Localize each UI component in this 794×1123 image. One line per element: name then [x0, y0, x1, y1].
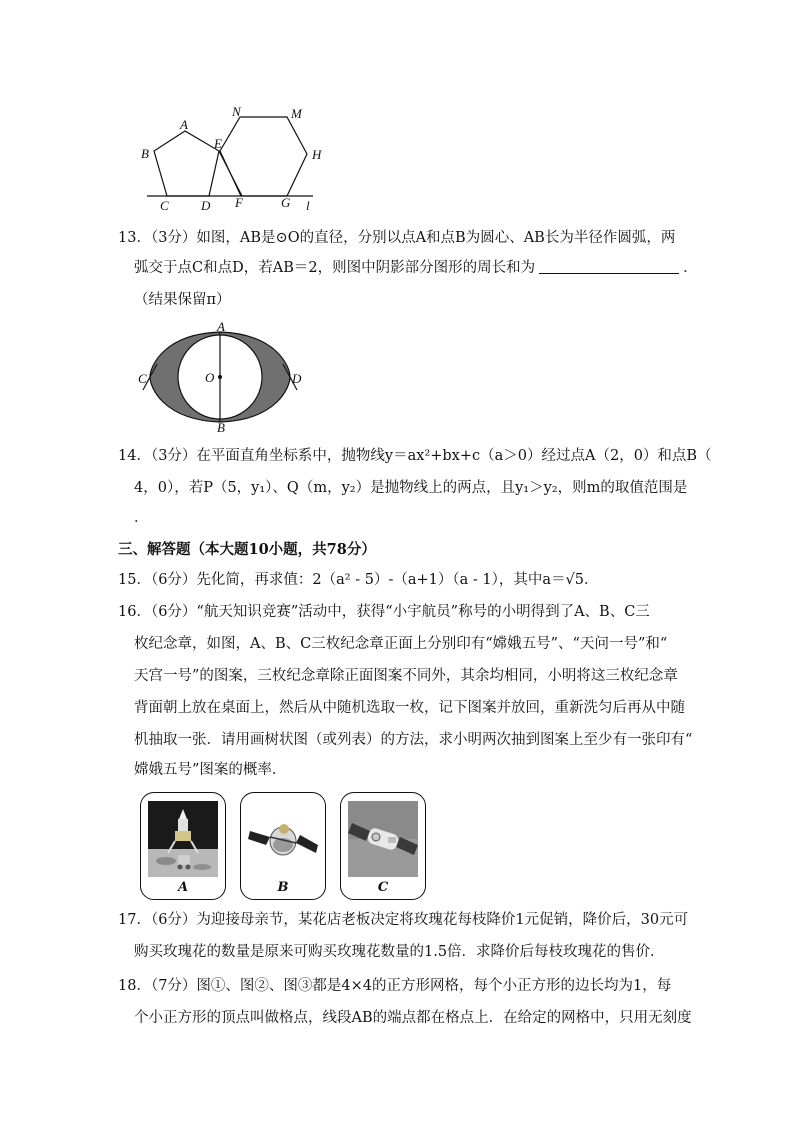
q16-line-4: 背面朝上放在桌面上，然后从中随机选取一枚，记下图案并放回，重新洗匀后再从中随: [134, 700, 685, 716]
q18-line-1: 18．（7分）图①、图②、图③都是4×4的正方形网格，每个小正方形的边长均为1，每: [118, 978, 672, 994]
label-l: l: [306, 198, 310, 213]
label-C: C: [160, 198, 169, 213]
q16-line-5: 机抽取一张．请用画树状图（或列表）的方法，求小明两次抽到图案上至少有一张印有“: [134, 732, 693, 748]
label-E: E: [214, 136, 222, 151]
q15-line: 15．（6分）先化简，再求值：2（a² - 5）-（a+1）（a - 1），其中a＝√5．: [118, 572, 599, 588]
card-a: [140, 792, 226, 900]
pentagon-hexagon-figure: [135, 100, 335, 215]
label-H: H: [312, 147, 322, 162]
label-B: B: [141, 146, 149, 161]
label-A: A: [180, 117, 188, 132]
card-c-label: C: [377, 880, 389, 895]
card-c: [340, 792, 426, 900]
label-G: G: [281, 195, 291, 210]
q18-line-2: 个小正方形的顶点叫做格点，线段AB的端点都在格点上．在给定的网格中，只用无刻度: [134, 1010, 692, 1026]
q13-line-2-end: ．: [683, 260, 698, 276]
label-F: F: [235, 195, 243, 210]
q16-line-2: 枚纪念章，如图，A、B、C三枚纪念章正面上分别印有“嫦娥五号”、“天问一号”和“: [134, 636, 668, 652]
q14-line-2: 4，0），若P（5，y₁）、Q（m，y₂）是抛物线上的两点，且y₁＞y₂，则m的取值范围是: [134, 480, 688, 496]
mars-probe-icon: [248, 801, 318, 877]
q17-line-1: 17．（6分）为迎接母亲节，某花店老板决定将玫瑰花每枝降价1元促销，降价后，30元可: [118, 912, 689, 928]
label-D: D: [292, 371, 302, 386]
q13-line-1: 13．（3分）如图，AB是⊙O的直径，分别以点A和点B为圆心、AB长为半径作圆弧，两: [118, 230, 676, 246]
q16-line-6: 嫦娥五号”图案的概率．: [134, 762, 287, 778]
q13-line-2-text: 弧交于点C和点D，若AB＝2，则图中阴影部分图形的周长和为: [134, 260, 536, 276]
q14-line-1: 14．（3分）在平面直角坐标系中，抛物线y＝ax²+bx+c（a＞0）经过点A（2，0）和点B（: [118, 448, 712, 464]
q13-line-2: [134, 258, 698, 278]
card-a-label: A: [177, 880, 189, 895]
q17-line-2: 购买玫瑰花的数量是原来可购买玫瑰花数量的1.5倍．求降价后每枝玫瑰花的售价．: [134, 944, 665, 960]
label-C: C: [138, 371, 147, 386]
card-b-label: B: [277, 880, 289, 895]
answer-blank: [539, 258, 679, 274]
q13-line-3: （结果保留π）: [134, 292, 231, 308]
q14-line-3: ．: [134, 510, 149, 526]
section-heading: 三、解答题（本大题10小题，共78分）: [118, 541, 376, 558]
card-b: [240, 792, 326, 900]
label-A: A: [217, 322, 225, 334]
circle-lens-figure: [135, 322, 320, 432]
lunar-lander-icon: [148, 801, 218, 877]
space-station-icon: [348, 801, 418, 877]
label-O: O: [205, 370, 215, 385]
q16-line-3: 天宫一号”的图案，三枚纪念章除正面图案不同外，其余均相同，小明将这三枚纪念章: [134, 668, 678, 684]
label-N: N: [232, 104, 241, 119]
q16-line-1: 16．（6分）“航天知识竞赛”活动中，获得“小宇航员”称号的小明得到了A、B、C三: [118, 604, 650, 620]
label-B: B: [217, 420, 225, 432]
label-M: M: [291, 106, 302, 121]
label-D: D: [201, 198, 211, 213]
